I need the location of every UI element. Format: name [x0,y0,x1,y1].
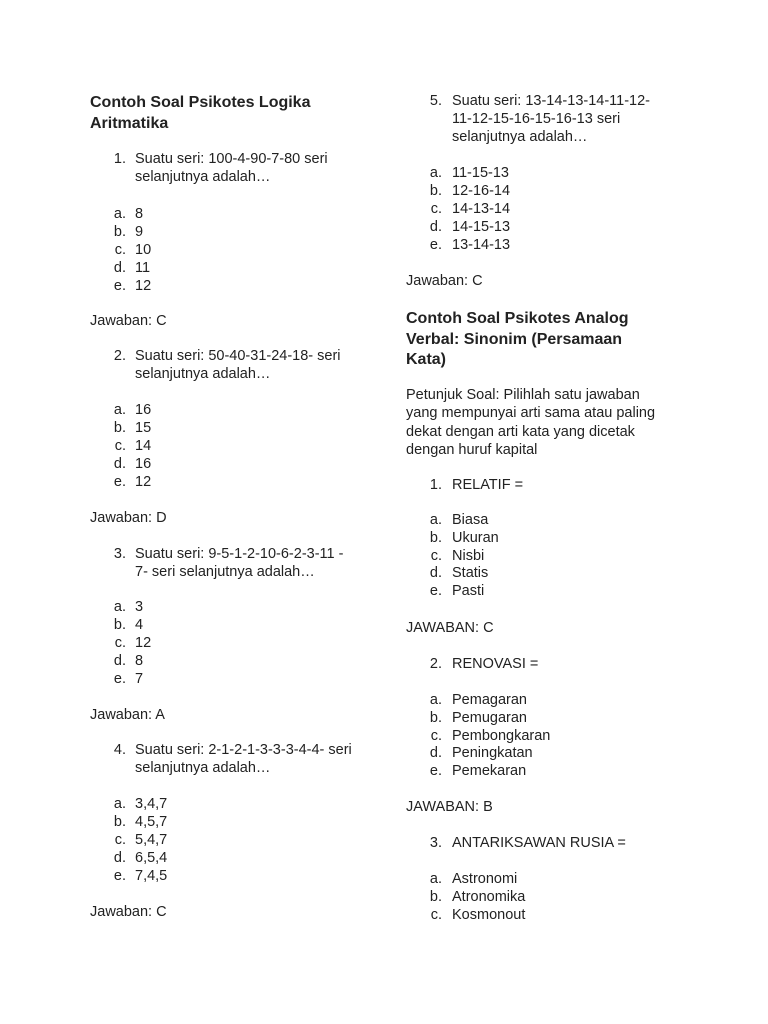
option-text: Ukuran [452,529,499,546]
option-text: 10 [135,242,152,258]
question-text: RELATIF = [452,477,524,493]
option-letter: a. [113,206,126,222]
option-text: 8 [135,206,144,222]
question-text: selanjutnya adalah… [452,129,588,145]
option-letter: b. [113,224,126,240]
option-letter: c. [430,906,442,923]
option-letter: c. [114,438,126,454]
question-number: 4. [113,742,126,758]
option-letter: d. [113,850,126,866]
answer-text: Jawaban: A [90,707,165,723]
option-text: 7,4,5 [135,868,168,884]
question-text: 11-12-15-16-15-16-13 seri [452,111,621,127]
option-letter: a. [113,402,126,418]
question-number: 3. [429,835,442,851]
question-text: Suatu seri: 2-1-2-1-3-3-3-4-4- seri [135,742,352,758]
option-text: Statis [452,565,489,582]
option-letter: b. [113,617,126,633]
instruction-text: yang mempunyai arti sama atau paling [406,405,656,422]
option-letter: d. [113,456,126,472]
option-text: 12 [135,278,152,294]
option-letter: a. [429,871,442,887]
option-letter: b. [429,888,442,905]
question-number: 1. [429,477,442,493]
option-letter: e. [113,474,126,490]
option-text: 16 [135,456,152,472]
option-text: 6,5,4 [135,850,168,866]
question-text: selanjutnya adalah… [135,366,271,382]
option-text: 11 [135,260,151,276]
option-text: 12 [135,474,152,490]
option-text: 8 [135,653,144,669]
option-letter: b. [113,814,126,830]
answer-text: Jawaban: C [90,313,167,329]
option-text: Pasti [452,583,485,600]
answer-text: JAWABAN: C [406,620,494,636]
option-text: Atronomika [452,888,526,905]
question-text: Suatu seri: 9-5-1-2-10-6-2-3-11 - [135,546,344,562]
answer-text: JAWABAN: B [406,799,493,815]
question-text: selanjutnya adalah… [135,760,271,776]
option-text: 5,4,7 [135,832,168,848]
option-text: Nisbi [452,547,485,564]
option-text: Pemekaran [452,763,527,780]
question-number: 5. [429,93,442,109]
option-letter: a. [113,599,126,615]
option-text: Biasa [452,512,489,528]
option-letter: d. [113,653,126,669]
answer-text: Jawaban: C [90,904,167,920]
option-letter: a. [429,512,442,528]
option-letter: a. [113,796,126,812]
question-text: Suatu seri: 50-40-31-24-18- seri [135,348,341,364]
option-text: 16 [135,402,152,418]
option-text: 15 [135,420,152,436]
option-letter: b. [429,183,442,199]
question-text: ANTARIKSAWAN RUSIA = [452,835,626,851]
option-letter: c. [114,832,126,848]
question-text: selanjutnya adalah… [135,169,271,185]
option-text: 14 [135,438,152,454]
option-text: 4,5,7 [135,814,168,830]
option-letter: e. [429,763,442,780]
option-letter: d. [429,565,442,582]
option-text: 9 [135,224,144,240]
section-heading: Kata) [406,351,447,368]
question-text: Suatu seri: 13-14-13-14-11-12- [452,93,651,109]
option-letter: c. [430,727,442,744]
option-text: 7 [135,671,144,687]
instruction-text: dekat dengan arti kata yang dicetak [406,423,635,440]
option-text: Astronomi [452,871,518,887]
question-text: Suatu seri: 100-4-90-7-80 seri [135,151,328,167]
option-text: Pemagaran [452,692,527,708]
option-letter: c. [114,635,126,651]
question-text: RENOVASI = [452,656,539,672]
option-text: 14-15-13 [452,219,511,235]
option-text: 3 [135,599,144,615]
option-letter: d. [429,219,442,235]
option-text: 12-16-14 [452,183,511,199]
option-letter: a. [429,692,442,708]
answer-text: Jawaban: D [90,510,167,526]
option-letter: e. [113,278,126,294]
option-text: Kosmonout [452,906,526,923]
option-text: Peningkatan [452,745,533,762]
option-letter: c. [430,547,442,564]
option-letter: e. [429,237,442,253]
question-number: 2. [113,348,126,364]
option-letter: c. [430,201,442,217]
section-heading: Contoh Soal Psikotes Analog [406,310,629,327]
option-letter: c. [114,242,126,258]
option-letter: e. [113,671,126,687]
option-letter: e. [113,868,126,884]
section-heading: Verbal: Sinonim (Persamaan [406,330,623,348]
question-number: 3. [113,546,126,562]
option-text: 3,4,7 [135,796,168,812]
option-text: Pemugaran [452,709,527,726]
question-number: 1. [113,151,126,167]
option-text: 11-15-13 [452,165,509,181]
question-number: 2. [429,656,442,672]
option-letter: b. [429,709,442,726]
section-heading: Aritmatika [90,115,169,132]
option-letter: b. [429,529,442,546]
option-text: 4 [135,617,144,633]
question-text: 7- seri selanjutnya adalah… [135,564,315,580]
option-text: Pembongkaran [452,727,551,744]
instruction-text: Petunjuk Soal: Pilihlah satu jawaban [406,387,640,403]
instruction-text: dengan huruf kapital [406,441,538,458]
option-text: 14-13-14 [452,201,511,217]
option-text: 13-14-13 [452,237,511,253]
answer-text: Jawaban: C [406,273,483,289]
option-letter: d. [429,745,442,762]
option-letter: a. [429,165,442,181]
option-text: 12 [135,635,152,651]
option-letter: b. [113,420,126,436]
section-heading: Contoh Soal Psikotes Logika [90,94,311,111]
option-letter: e. [429,583,442,600]
option-letter: d. [113,260,126,276]
